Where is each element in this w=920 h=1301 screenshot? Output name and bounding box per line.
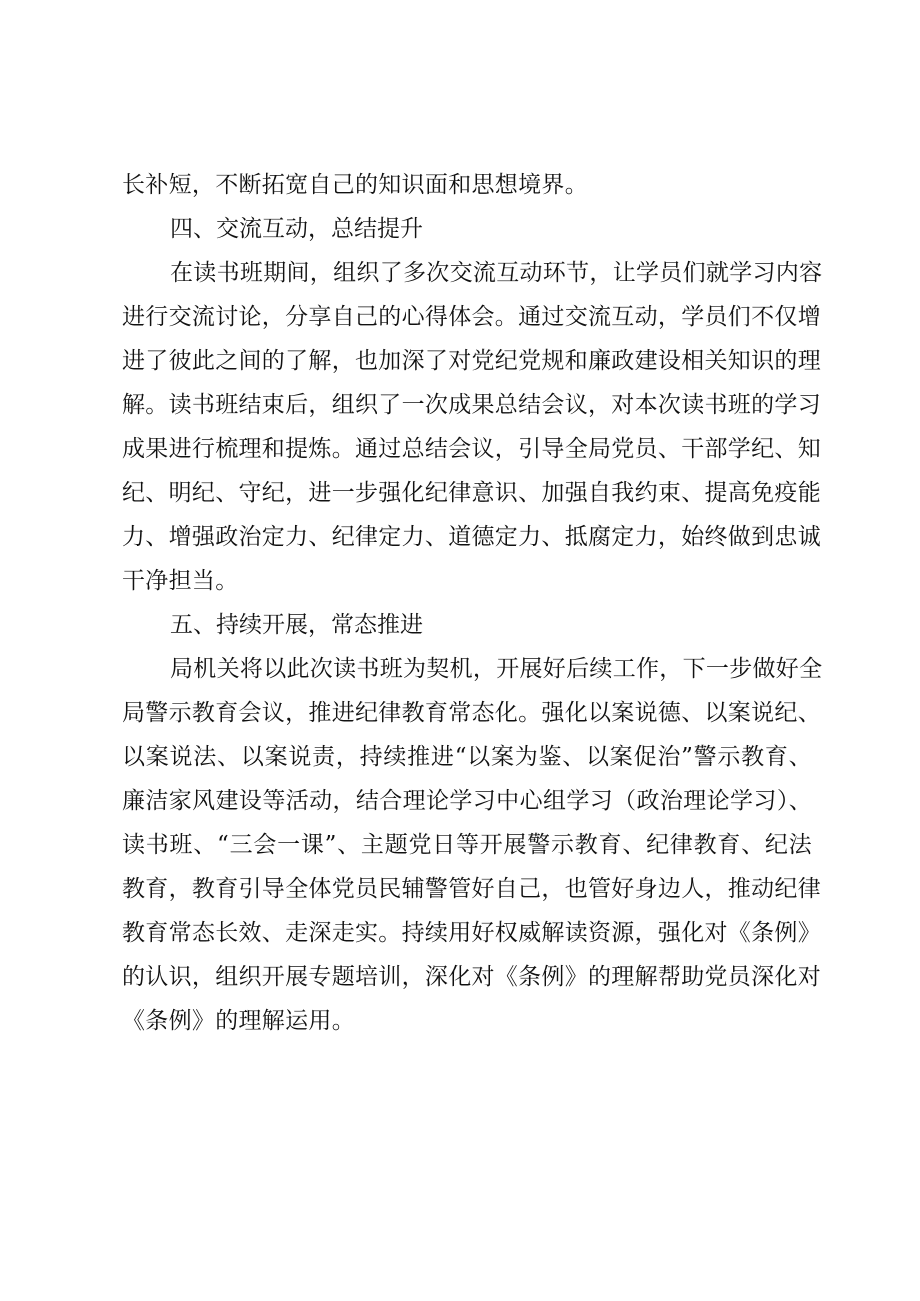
section-4-line-4: 解。读书班结束后，组织了一次成果总结会议，对本次读书班的学习 — [122, 392, 821, 418]
section-5-line-4: 廉洁家风建设等活动，结合理论学习中心组学习（政治理论学习）、 — [122, 788, 812, 814]
section-5-line-8: 的认识，组织开展专题培训，深化对《条例》的理解帮助党员深化对 — [122, 964, 821, 990]
section-4-line-3: 进了彼此之间的了解，也加深了对党纪党规和廉政建设相关知识的理 — [122, 348, 821, 374]
section-5-heading: 五、持续开展，常态推进 — [170, 612, 423, 638]
section-5-line-7: 教育常态长效、走深走实。持续用好权威解读资源，强化对《条例》 — [122, 920, 821, 946]
section-4-heading: 四、交流互动，总结提升 — [170, 216, 423, 242]
section-4-line-5: 成果进行梳理和提炼。通过总结会议，引导全局党员、干部学纪、知 — [122, 436, 821, 462]
section-4-line-6: 纪、明纪、守纪，进一步强化纪律意识、加强自我约束、提高免疫能 — [122, 480, 821, 506]
section-5-paragraph — [122, 647, 823, 1043]
section-4-line-1: 在读书班期间，组织了多次交流互动环节，让学员们就学习内容 — [170, 260, 823, 286]
section-5-line-9: 《条例》的理解运用。 — [122, 1008, 355, 1034]
section-5-line-1: 局机关将以此次读书班为契机，开展好后续工作，下一步做好全 — [170, 656, 823, 682]
section-4-line-2: 进行交流讨论，分享自己的心得体会。通过交流互动，学员们不仅增 — [122, 304, 821, 330]
section-5-line-3: 以案说法、以案说责，持续推进“以案为鉴、以案促治”警示教育、 — [122, 744, 812, 770]
section-5-line-2: 局警示教育会议，推进纪律教育常态化。强化以案说德、以案说纪、 — [122, 700, 821, 726]
document-body — [122, 163, 823, 1043]
section-4-line-8: 干净担当。 — [122, 568, 239, 594]
section-5-line-5: 读书班、“三会一课”、主题党日等开展警示教育、纪律教育、纪法 — [122, 832, 812, 858]
section-4-line-7: 力、增强政治定力、纪律定力、道德定力、抵腐定力，始终做到忠诚 — [122, 524, 821, 550]
section-5-line-6: 教育，教育引导全体党员民辅警管好自己，也管好身边人，推动纪律 — [122, 876, 821, 902]
section-4-paragraph — [122, 251, 823, 603]
paragraph-continuation-line: 长补短，不断拓宽自己的知识面和思想境界。 — [122, 172, 588, 198]
